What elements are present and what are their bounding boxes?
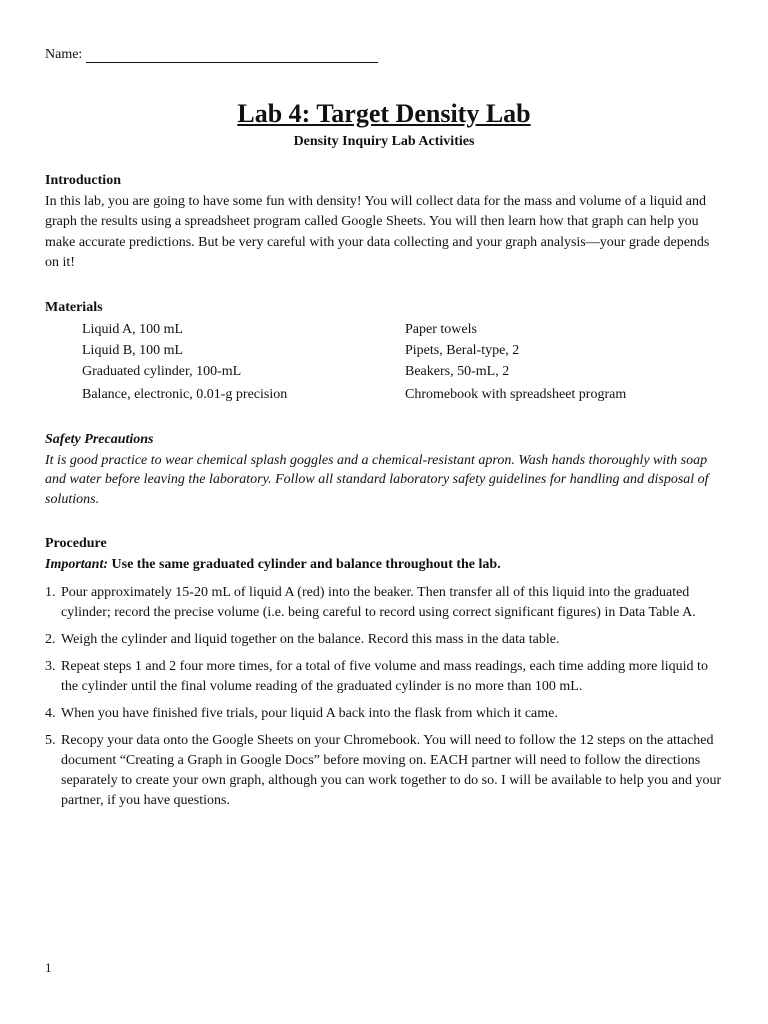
important-note (45, 555, 725, 576)
materials-row (45, 319, 725, 340)
material-item: Graduated cylinder, 100-mL (82, 363, 242, 379)
procedure-step (45, 583, 725, 623)
materials-heading: Materials (45, 300, 103, 315)
safety-heading: Safety Precautions (45, 432, 154, 447)
procedure-steps (45, 583, 725, 811)
procedure-step (45, 630, 725, 650)
safety-text: It is good practice to wear chemical splash goggles and a chemical-resistant apron. Wash hands thoroughly with soap and water before leaving the laboratory. Follow all standard laboratory safety guidelines for handling and disposal of solutions. (45, 452, 709, 507)
important-text: Use the same graduated cylinder and balance throughout the lab. (111, 556, 501, 572)
procedure-step (45, 704, 725, 724)
material-item: Pipets, Beral-type, 2 (405, 342, 520, 358)
step-number: 4. (45, 706, 56, 721)
page-number: 1 (45, 960, 52, 975)
introduction-text: In this lab, you are going to have some fun with density! You will collect data for the mass and volume of a liquid and graph the results using a spreadsheet program called Google Sheets. You will then learn how that graph can help you make accurate predictions. But be very careful with your data collecting and your graph analysis—your grade depends on it! (45, 193, 710, 270)
procedure-heading: Procedure (45, 536, 107, 551)
name-blank-line (86, 48, 378, 63)
step-text: When you have finished five trials, pour liquid A back into the flask from which it came. (61, 706, 558, 721)
procedure-step (45, 657, 725, 697)
step-number: 2. (45, 632, 56, 647)
procedure-section (45, 534, 725, 818)
name-field (45, 47, 378, 63)
introduction-heading: Introduction (45, 173, 121, 188)
material-item: Beakers, 50-mL, 2 (405, 363, 510, 379)
step-text: Pour approximately 15-20 mL of liquid A (red) into the beaker. Then transfer all of this liquid into the graduated cylinder; record the precise volume (i.e. being careful to record using correct significant figures) in Data Table A. (61, 585, 696, 620)
important-label: Important: (45, 556, 109, 572)
safety-section (45, 430, 725, 509)
introduction-section (45, 171, 725, 274)
materials-row (45, 340, 725, 361)
page-title: Lab 4: Target Density Lab (237, 99, 531, 128)
step-text: Repeat steps 1 and 2 four more times, for a total of five volume and mass readings, each time adding more liquid to the cylinder until the final volume reading of the graduated cylinder is no more than 100 mL. (61, 659, 708, 694)
material-item: Liquid B, 100 mL (82, 342, 184, 358)
procedure-step (45, 731, 725, 811)
materials-section (45, 298, 725, 408)
name-label: Name: (45, 47, 83, 62)
step-number: 3. (45, 659, 56, 674)
material-item: Liquid A, 100 mL (82, 321, 184, 337)
page-subtitle: Density Inquiry Lab Activities (293, 134, 475, 149)
material-item: Paper towels (405, 321, 477, 337)
step-text: Weigh the cylinder and liquid together on the balance. Record this mass in the data table. (61, 632, 560, 647)
materials-row (45, 382, 725, 408)
step-text: Recopy your data onto the Google Sheets on your Chromebook. You will need to follow the 12 steps on the attached document “Creating a Graph in Google Docs” before moving on. EACH partner will need to follow the directions separately to create your own graph, although you can work together to do so. I will be available to help you and your partner, if you have questions. (61, 733, 722, 808)
material-item: Chromebook with spreadsheet program (405, 386, 627, 402)
material-item: Balance, electronic, 0.01-g precision (82, 386, 288, 402)
step-number: 1. (45, 585, 56, 600)
materials-row (45, 361, 725, 382)
step-number: 5. (45, 733, 56, 748)
